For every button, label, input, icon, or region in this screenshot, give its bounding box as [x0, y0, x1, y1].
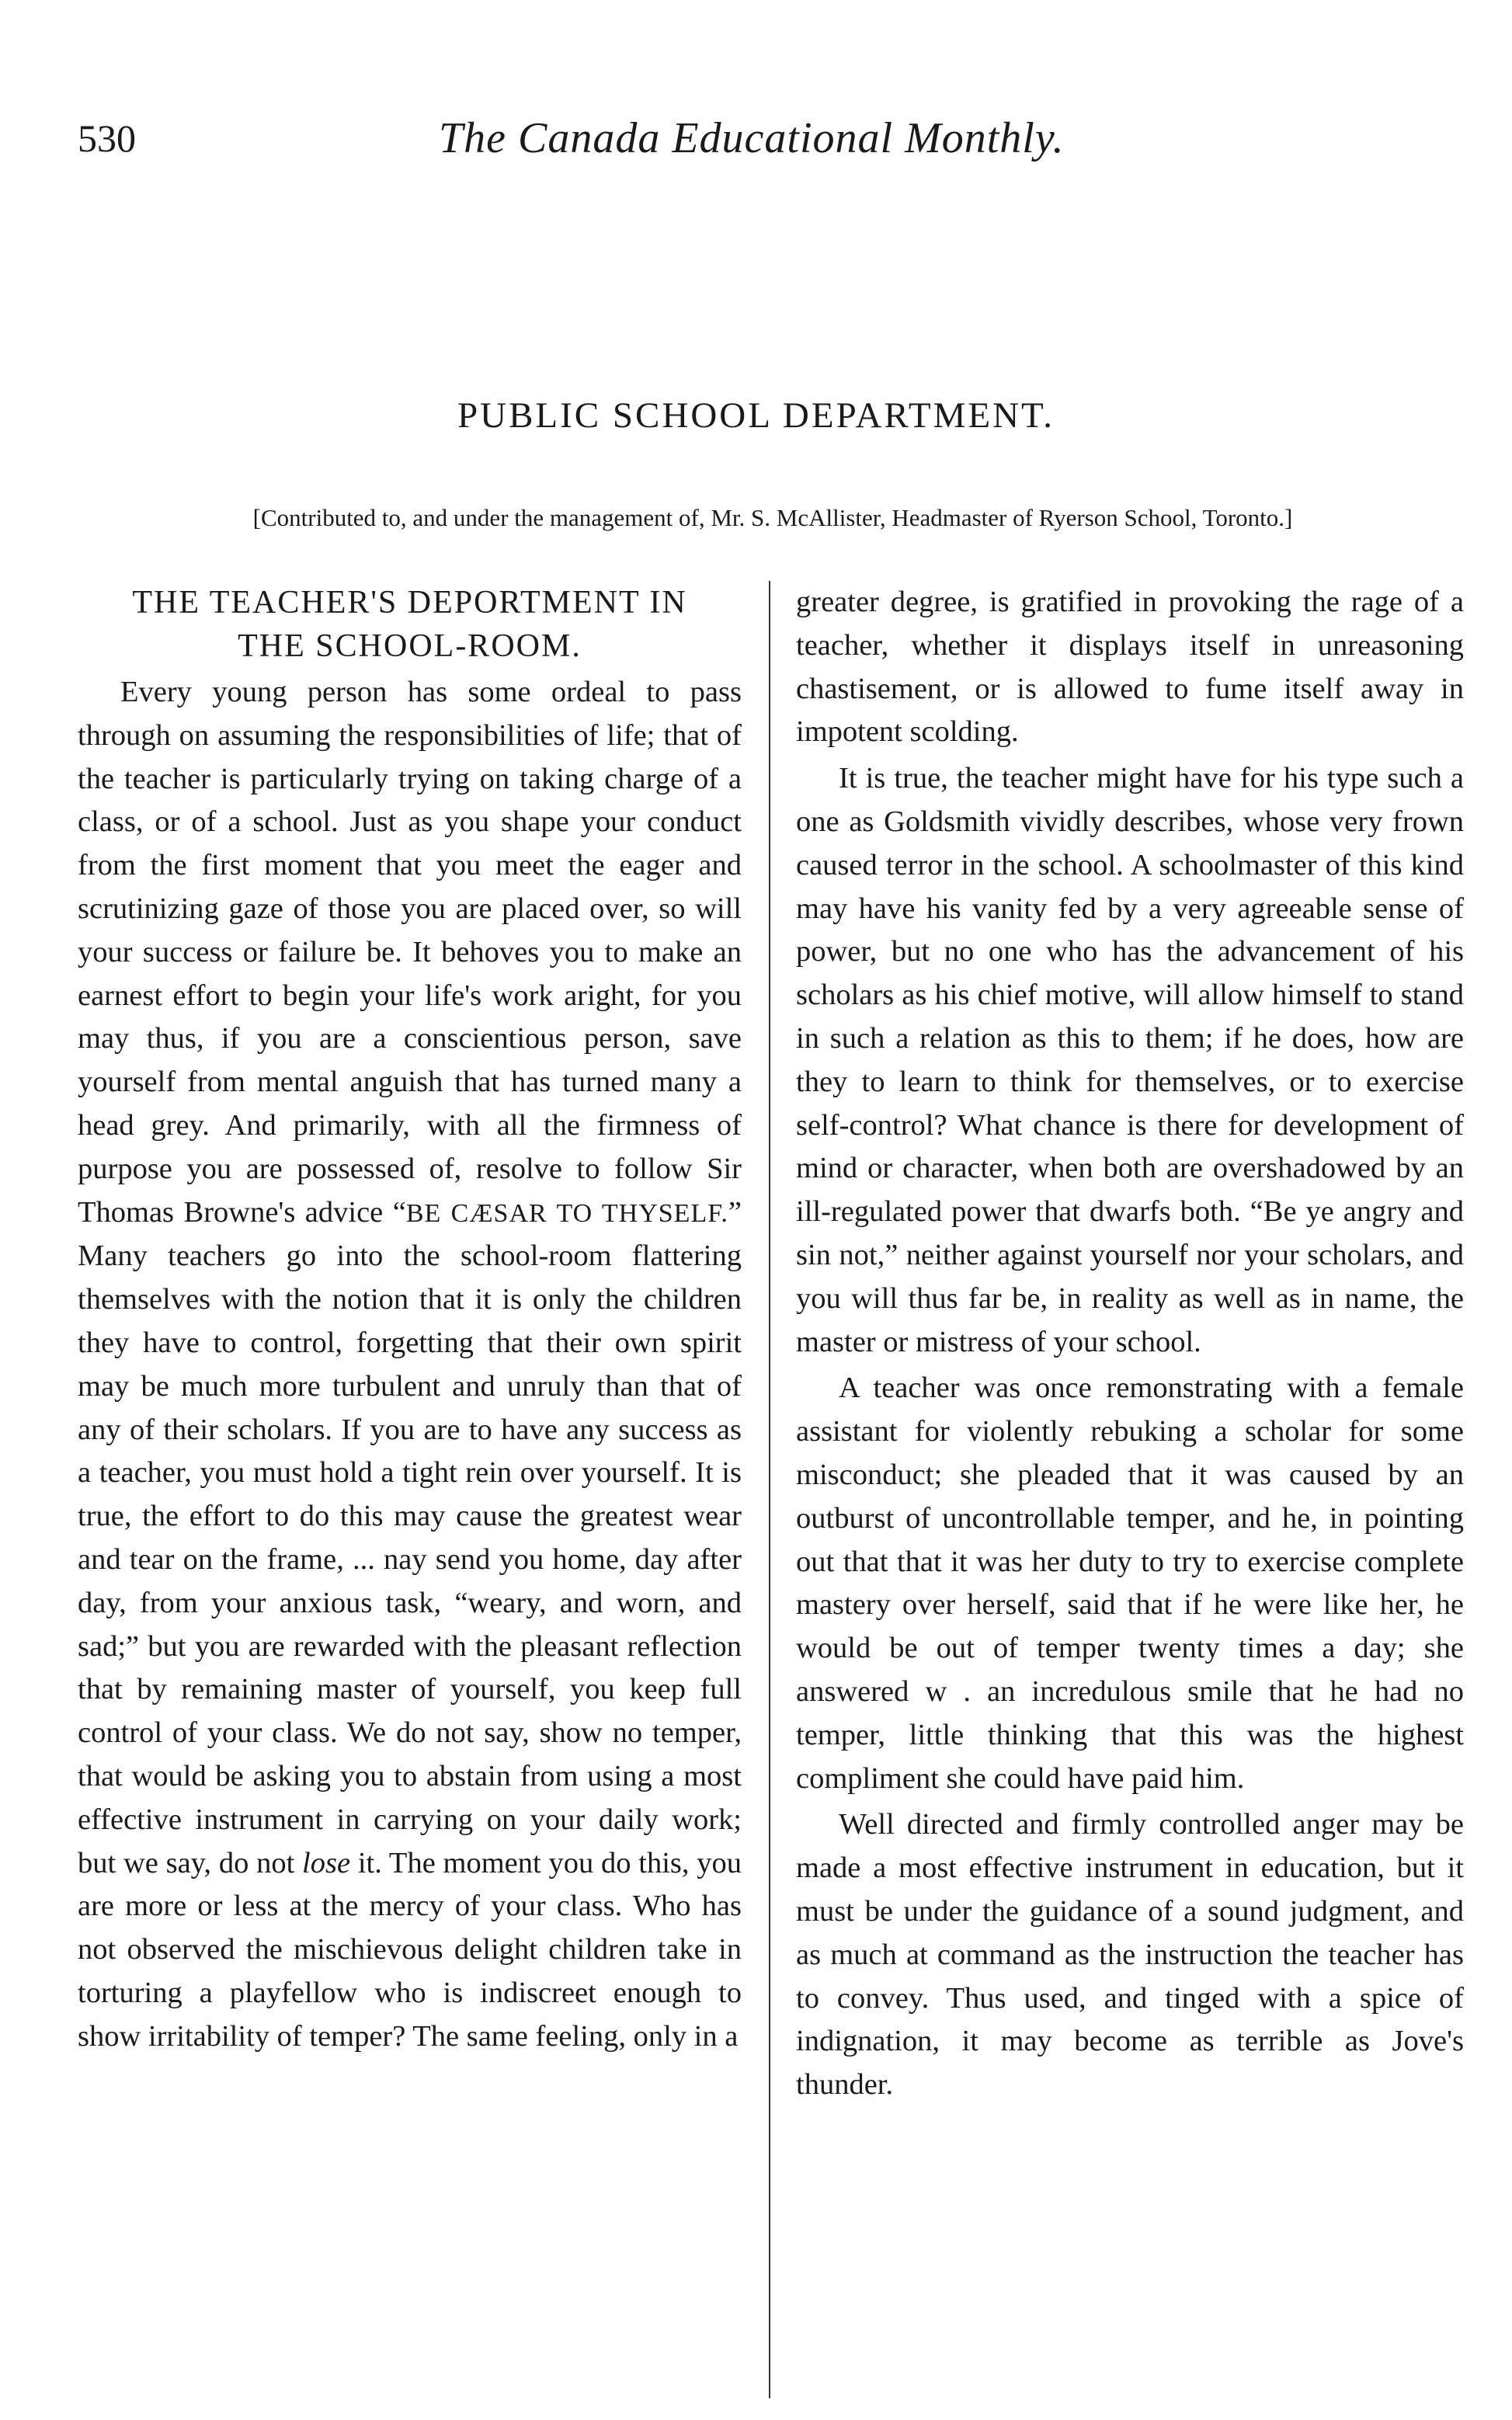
right-column — [796, 581, 1464, 2107]
paragraph-1-caps: BE CÆSAR TO THYSELF. — [405, 1198, 728, 1228]
paragraph-1-text: Every young person has some ordeal to pass through on assuming the responsibilities of life; that of the teacher is particularly trying on taking charge of a class, or of a school. Just as you shape your conduct from the first moment that you meet the eager and scrutinizing gaze of those you are placed over, so will your success or failure be. It behoves you to make an earnest effort to begin your life's work aright, for you may thus, if you are a conscientious person, save yourself from mental anguish that has turned many a head grey. And primarily, with all the firmness of purpose you are possessed of, resolve to follow Sir Thomas Browne's advice “ — [78, 676, 742, 1229]
paragraph-2: It is true, the teacher might have for his type such a one as Goldsmith vividly describes, whose very frown caused terror in the school. A schoolmaster of this kind may have his vanity fed by a very agreeable sense of power, but no one who has the advancement of his scholars as his chief motive, will allow himself to stand in such a relation as this to them; if he does, how are they to learn to think for themselves, or to exercise self-control? What chance is there for development of mind or character, when both are overshadowed by an ill-regulated power that dwarfs both. “Be ye angry and sin not,” neither against yourself nor your scholars, and you will thus far be, in reality as well as in name, the master or mistress of your school. — [796, 762, 1464, 1358]
paragraph-1-rest: ” Many teachers go into the school-room flattering themselves with the notion that it is only the children they have to control, forgetting that their own spirit may be much more turbulent and unruly than that of any of their scholars. If you are to have any success as a teacher, you must hold a tight rein over yourself. It is true, the effort to do this may cause the greatest wear and tear on the frame, ... nay send you home, day after day, from your anxious task, “weary, and worn, and sad;” but you are rewarded with the pleasant reflection that by remaining master of yourself, you keep full control of your class. We do not say, show no temper, that would be asking you to abstain from using a most effective instrument in carrying on your daily work; but we say, do not — [78, 1195, 742, 1879]
paragraph-1-italic: lose — [302, 1846, 351, 1879]
paragraph-4: Well directed and firmly controlled anger may be made a most effective instrument in education, but it must be under the guidance of a sound judgment, and as much at command as the instruction the teacher has to convey. Thus used, and tinged with a spice of indignation, it may become as terrible as Jove's thunder. — [796, 1808, 1464, 2102]
article-title — [78, 581, 742, 668]
paragraph-1 — [78, 671, 742, 2059]
paragraph-1-end: it. The moment you do this, you are more or less at the mercy of your class. Who has not observed the mischievous delight children take in torturing a playfellow who is indiscreet enough to show irritability of temper? The same feeling, only in a — [78, 1846, 742, 2053]
paragraph-3: A teacher was once remonstrating with a female assistant for violently rebuking a scholar for some misconduct; she pleaded that it was caused by an outburst of uncontrollable temper, and he, in pointing out that that it was her duty to try to exercise complete mastery over herself, said that if he were like her, he would be out of temper twenty times a day; she answered w . an incredulous smile that he had no temper, little thinking that this was the highest compliment she could have paid him. — [796, 1372, 1464, 1795]
paragraph-1-continued: greater degree, is gratified in provoking the rage of a teacher, whether it displays itself in unreasoning chastisement, or is allowed to fume itself away in impotent scolding. — [796, 586, 1464, 749]
article-title-line-2: THE SCHOOL-ROOM. — [238, 628, 582, 664]
journal-title: The Canada Educational Monthly. — [439, 114, 1065, 162]
left-column — [78, 581, 742, 2059]
contributor-note: [Contributed to, and under the management of, Mr. S. McAllister, Headmaster of Ryerson School, Toronto.] — [252, 504, 1293, 531]
running-head — [78, 107, 1468, 169]
page-number: 530 — [78, 116, 136, 160]
column-divider — [769, 581, 770, 2398]
department-heading: PUBLIC SCHOOL DEPARTMENT. — [457, 395, 1055, 436]
article-title-line-1: THE TEACHER'S DEPORTMENT IN — [132, 585, 687, 621]
